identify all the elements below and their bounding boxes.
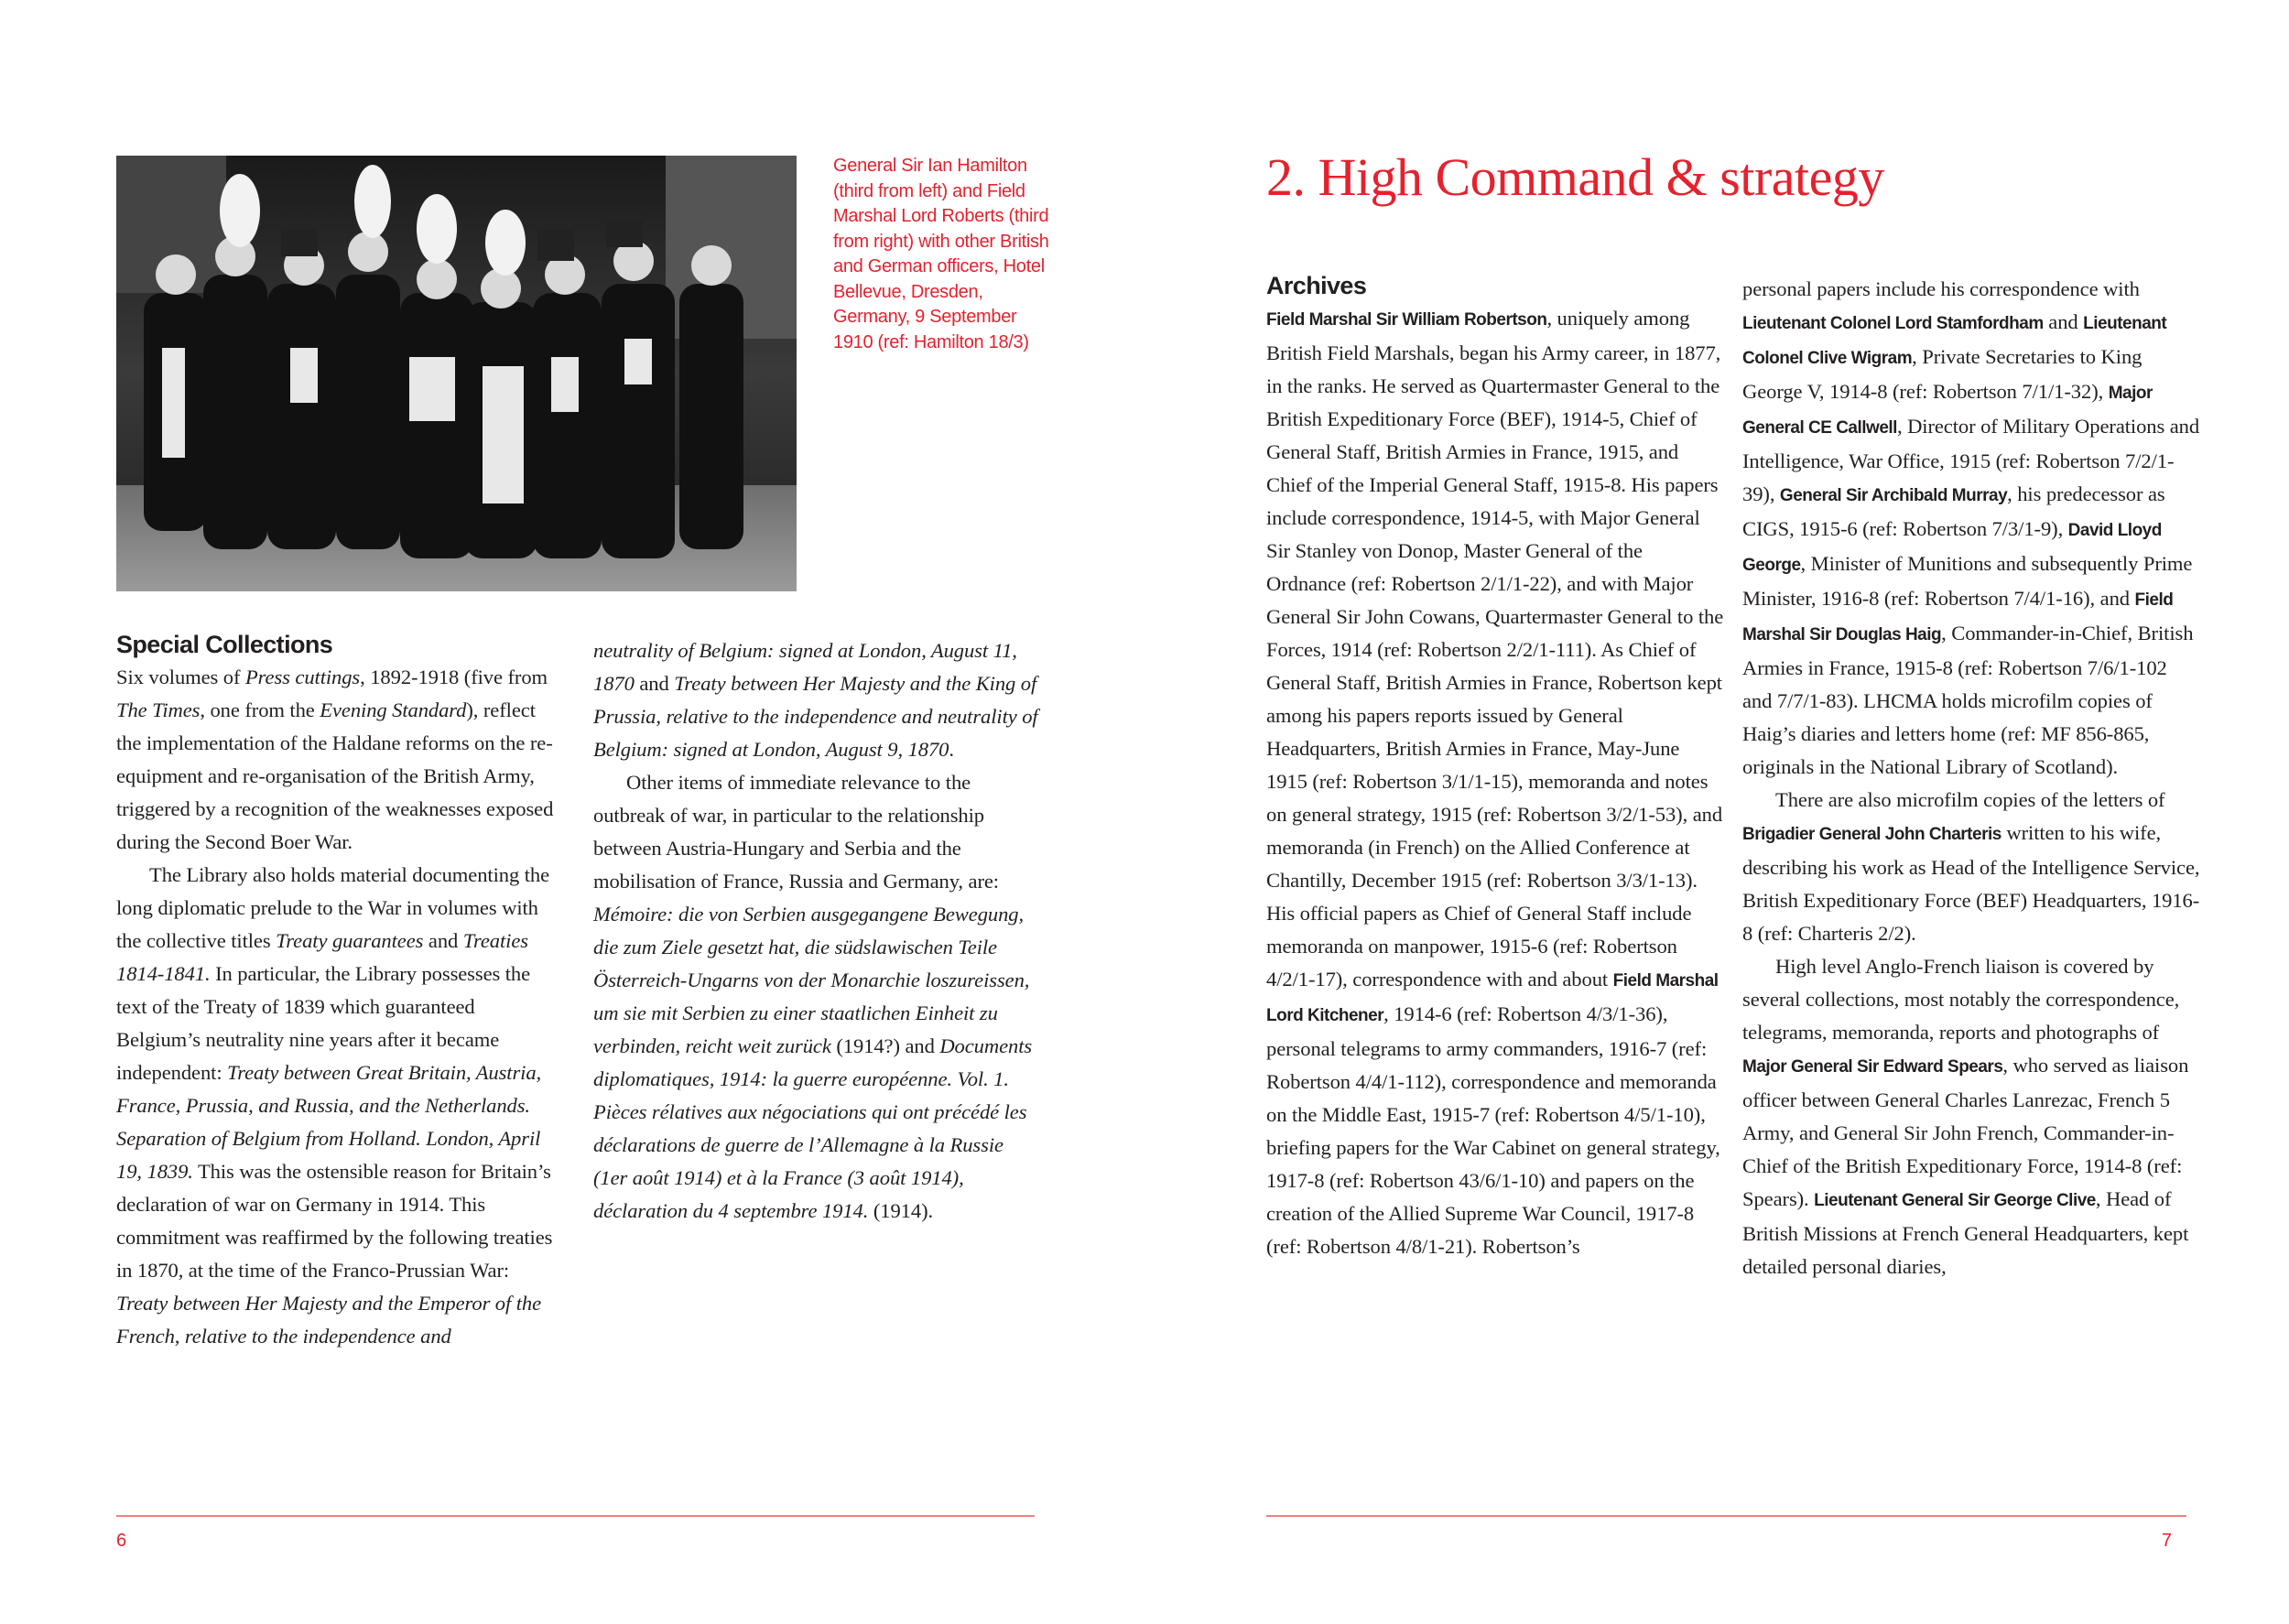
page-number: 6 [116, 1531, 127, 1551]
paragraph: The Library also holds material documenting the long diplomatic prelude to the War in volumes with the collective titles Treaty guarantees and Treaties 1814-1841. In particular, the Library possesses the text of the Treaty of 1839 which guaranteed Belgium’s neutrality nine years after it became independent: Treaty between Great Britain, Austria, France, Prussia, and Russia, and the Netherlands. Separation of Belgium from Holland. London, April 19, 1839. This was the ostensible reason for Britain’s declaration of war on Germany in 1914. This commitment was reaffirmed by the following treaties in 1870, at the time of the Franco-Prussian War: Treaty between Her Majesty and the Emperor of the French, relative to the independence and [116, 863, 553, 1348]
section-heading-archives: Archives [1266, 272, 1367, 299]
paragraph: There are also microfilm copies of the letters of Brigadier General John Charteris written to his wife, describing his work as Head of the Intelligence Service, British Expeditionary Force (BEF) Headquarters, 1916-8 (ref: Charteris 2/2). [1742, 788, 2200, 945]
section-heading-special-collections: Special Collections [116, 631, 333, 658]
right-column-1 [1266, 269, 1724, 1263]
chapter-title: 2. High Command & strategy [1266, 147, 1884, 207]
right-page [1144, 0, 2289, 1624]
footer-rule [1266, 1515, 2186, 1517]
page-number: 7 [2161, 1531, 2172, 1551]
historical-photo [116, 156, 797, 591]
paragraph: personal papers include his correspondence with Lieutenant Colonel Lord Stamfordham and Lieutenant Colonel Clive Wigram, Private Secretaries to King George V, 1914-8 (ref: Robertson 7/1/1-32), Major General CE Callwell, Director of Military Operations and Intelligence, War Office, 1915 (ref: Robertson 7/2/1-39), General Sir Archibald Murray, his predecessor as CIGS, 1915-6 (ref: Robertson 7/3/1-9), David Lloyd George, Minister of Munitions and subsequently Prime Minister, 1916-8 (ref: Robertson 7/4/1-16), and Field Marshal Sir Douglas Haig, Commander-in-Chief, British Armies in France, 1915-8 (ref: Robertson 7/6/1-102 and 7/7/1-83). LHCMA holds microfilm copies of Haig’s diaries and letters home (ref: MF 856-865, originals in the National Library of Scotland). [1742, 277, 2200, 778]
footer-rule [116, 1515, 1035, 1517]
left-column-2 [593, 634, 1042, 1228]
paragraph: neutrality of Belgium: signed at London, August 11, 1870 and Treaty between Her Majesty and the King of Prussia, relative to the independence and neutrality of Belgium: signed at London, August 9, 1870. [593, 639, 1038, 761]
paragraph: High level Anglo-French liaison is covered by several collections, most notably the correspondence, telegrams, memoranda, reports and photographs of Major General Sir Edward Spears, who served as liaison officer between General Charles Lanrezac, French 5 Army, and General Sir John French, Commander-in-Chief of the British Expeditionary Force, 1914-8 (ref: Spears). Lieutenant General Sir George Clive, Head of British Missions at French General Headquarters, kept detailed personal diaries, [1742, 955, 2189, 1278]
left-page [0, 0, 1144, 1624]
paragraph: Other items of immediate relevance to the outbreak of war, in particular to the relationship between Austria-Hungary and Serbia and the mobilisation of France, Russia and Germany, are: Mémoire: die von Serbien ausgegangene Bewegung, die zum Ziele gesetzt hat, die südslawischen Teile Österreich-Ungarns von der Monarchie loszureissen, um sie mit Serbien zu einer staatlichen Einheit zu verbinden, reicht weit zurück (1914?) and Documents diplomatiques, 1914: la guerre européenne. Vol. 1. Pièces rélatives aux négociations qui ont précédé les déclarations de guerre de l’Allemagne à la Russie (1er août 1914) et à la France (3 août 1914), déclaration du 4 septembre 1914. (1914). [593, 771, 1033, 1222]
right-column-2 [1742, 273, 2200, 1283]
left-column-1 [116, 628, 560, 1353]
paragraph: Six volumes of Press cuttings, 1892-1918 (five from The Times, one from the Evening Standard), reflect the implementation of the Haldane reforms on the re-equipment and re-organisation of the British Army, triggered by a recognition of the weaknesses exposed during the Second Boer War. [116, 666, 554, 853]
photo-caption: General Sir Ian Hamilton (third from left) and Field Marshal Lord Roberts (third from right) with other British and German officers, Hotel Bellevue, Dresden, Germany, 9 September 1910 (ref: Hamilton 18/3) [833, 156, 1049, 352]
paragraph: Field Marshal Sir William Robertson, uniquely among British Field Marshals, began his Army career, in 1877, in the ranks. He served as Quartermaster General to the British Expeditionary Force (BEF), 1914-5, Chief of General Staff, British Armies in France, 1915, and Chief of the Imperial General Staff, 1915-8. His papers include correspondence, 1914-5, with Major General Sir Stanley von Donop, Master General of the Ordnance (ref: Robertson 2/1/1-22), and with Major General Sir John Cowans, Quartermaster General to the Forces, 1914 (ref: Robertson 2/2/1-111). As Chief of General Staff, British Armies in France, Robertson kept among his papers reports issued by General Headquarters, British Armies in France, May-June 1915 (ref: Robertson 3/1/1-15), memoranda and notes on general strategy, 1915 (ref: Robertson 3/2/1-53), and memoranda (in French) on the Allied Conference at Chantilly, December 1915 (ref: Robertson 3/3/1-13). His official papers as Chief of General Staff include memoranda on manpower, 1915-6 (ref: Robertson 4/2/1-17), correspondence with and about Field Marshal Lord Kitchener, 1914-6 (ref: Robertson 4/3/1-36), personal telegrams to army commanders, 1916-7 (ref: Robertson 4/4/1-112), correspondence and memoranda on the Middle East, 1915-7 (ref: Robertson 4/5/1-10), briefing papers for the War Cabinet on general strategy, 1917-8 (ref: Robertson 43/6/1-10) and papers on the creation of the Allied Supreme War Council, 1917-8 (ref: Robertson 4/8/1-21). Robertson’s [1266, 307, 1724, 1258]
